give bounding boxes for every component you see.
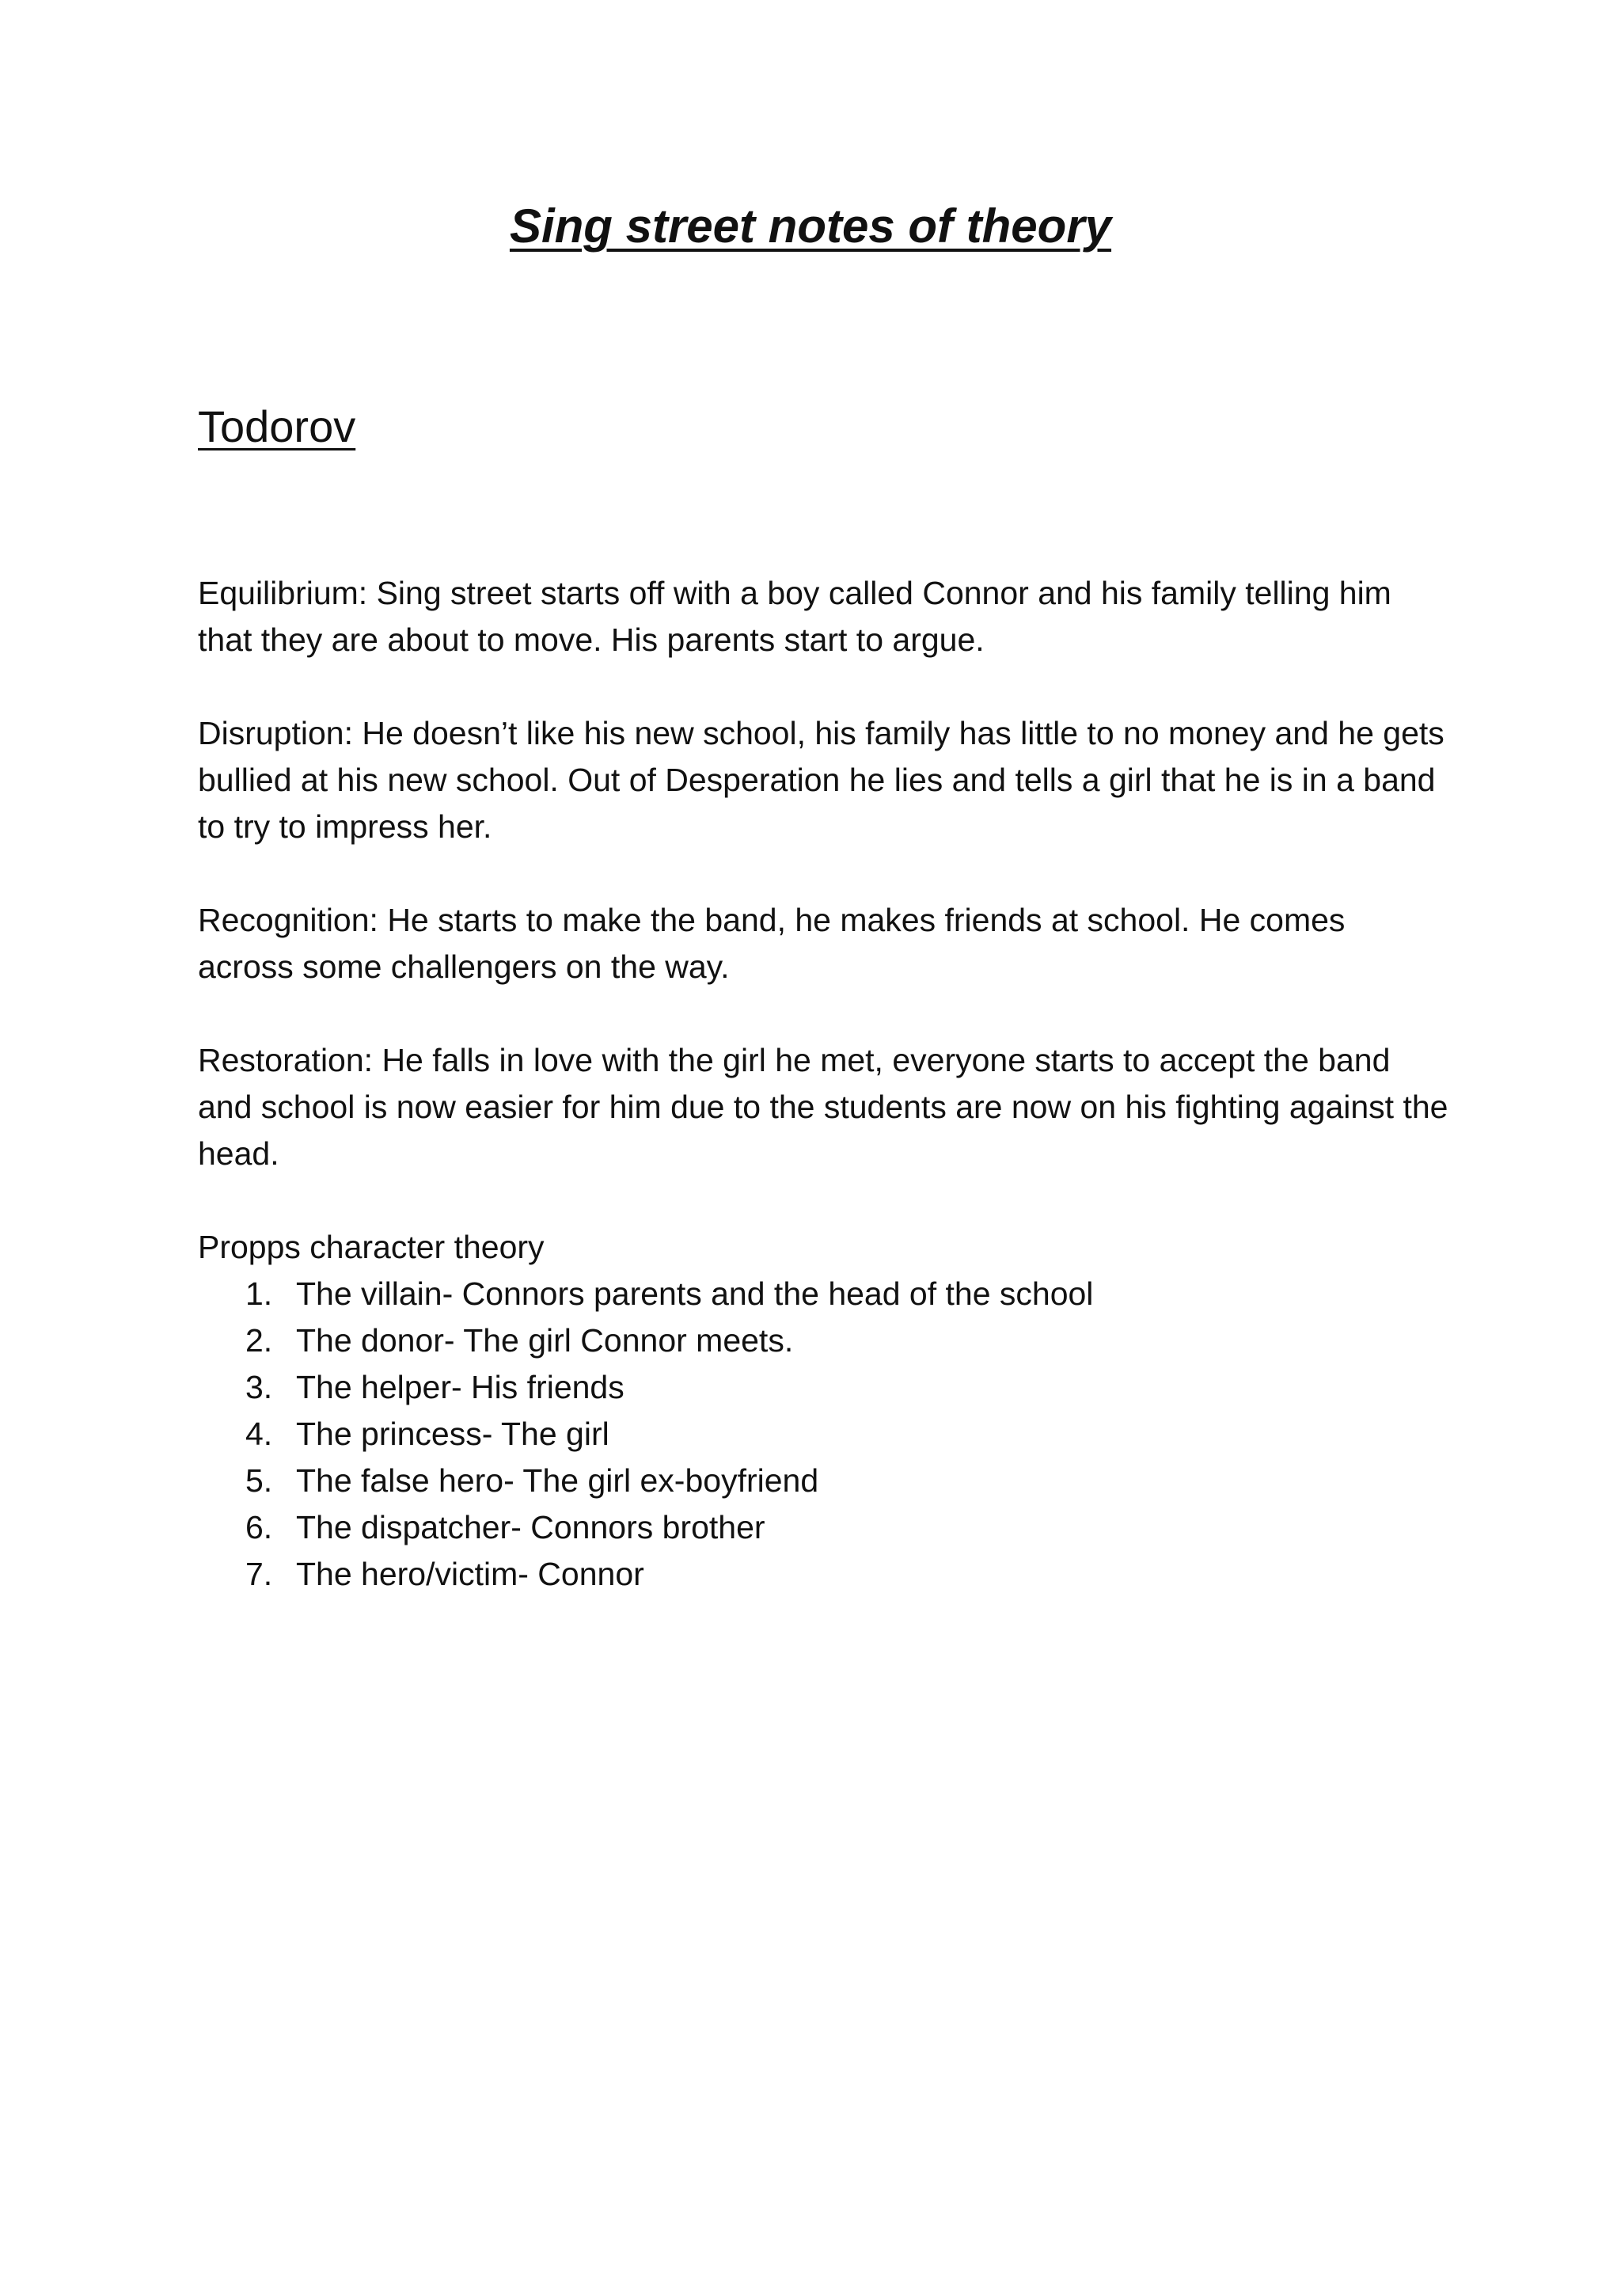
list-item-text: The dispatcher- Connors brother (296, 1509, 765, 1546)
list-number: 5. (245, 1462, 273, 1500)
list-number: 4. (245, 1416, 273, 1453)
list-number: 3. (245, 1369, 273, 1406)
document-body (198, 400, 1448, 1598)
list-item-text: The princess- The girl (296, 1416, 609, 1453)
list-item (245, 1504, 1448, 1551)
list-number: 7. (245, 1556, 273, 1593)
section-heading-todorov: Todorov (198, 401, 356, 451)
paragraph-restoration: Restoration: He falls in love with the girl he met, everyone starts to accept the band and school is now easier for him due to the students are now on his fighting against the head. (198, 1042, 1448, 1173)
list-item-text: The donor- The girl Connor meets. (296, 1322, 794, 1359)
list-item (245, 1271, 1448, 1317)
list-item-text: The helper- His friends (296, 1369, 624, 1406)
list-item (245, 1317, 1448, 1364)
list-item (245, 1364, 1448, 1411)
list-item-text: The villain- Connors parents and the head of the school (296, 1275, 1094, 1313)
list-item (245, 1551, 1448, 1598)
list-item-text: The false hero- The girl ex-boyfriend (296, 1462, 819, 1500)
list-item-text: The hero/victim- Connor (296, 1556, 644, 1593)
list-item (245, 1411, 1448, 1458)
list-number: 1. (245, 1275, 273, 1313)
paragraph-recognition: Recognition: He starts to make the band, he makes friends at school. He comes across some challengers on the way. (198, 902, 1346, 986)
paragraph-equilibrium: Equilibrium: Sing street starts off with a boy called Connor and his family telling him that they are about to move. His parents start to argue. (198, 575, 1391, 659)
character-list (198, 1271, 1448, 1598)
page-title: Sing street notes of theory (509, 200, 1112, 253)
propp-heading: Propps character theory (198, 1229, 545, 1266)
list-number: 2. (245, 1322, 273, 1359)
paragraph-disruption: Disruption: He doesn’t like his new school, his family has little to no money and he gets bullied at his new school. Out of Desperation he lies and tells a girl that he is in a band to try to impress her. (198, 715, 1444, 846)
list-number: 6. (245, 1509, 273, 1546)
list-item (245, 1458, 1448, 1504)
